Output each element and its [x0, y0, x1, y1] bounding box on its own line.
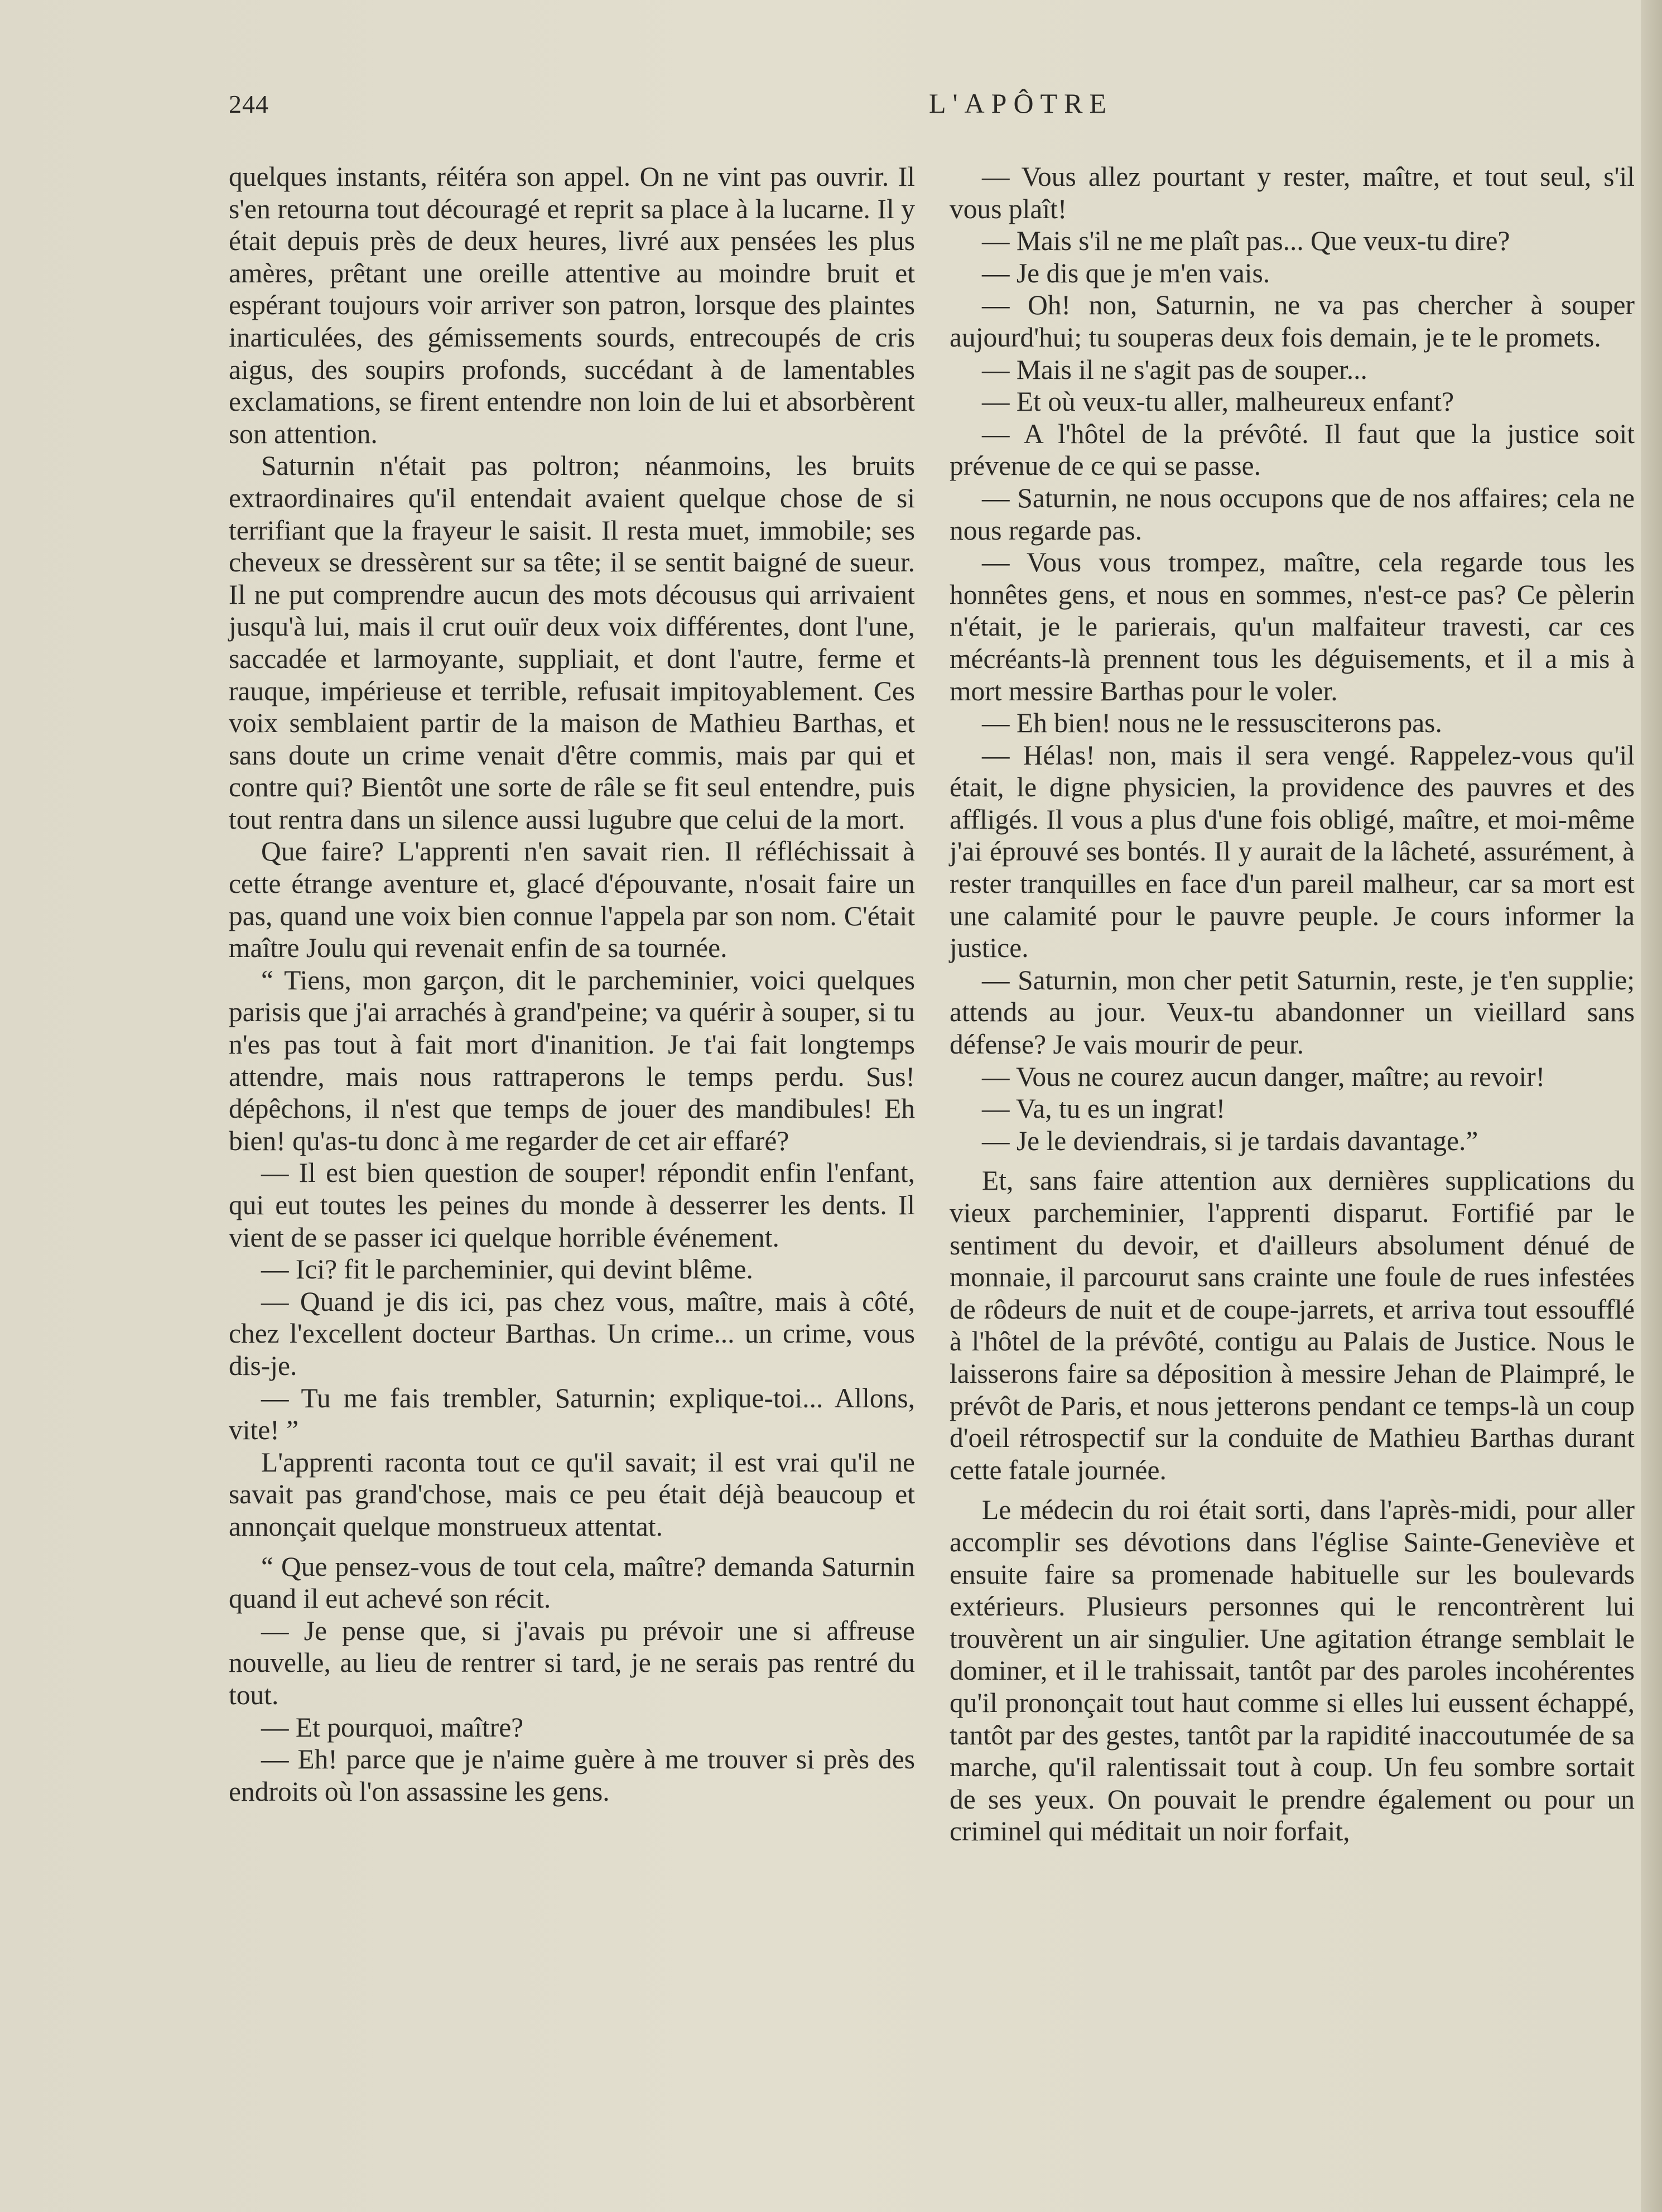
paragraph: — Je le deviendrais, si je tardais davantage.”: [982, 1125, 1478, 1156]
paragraph: — Saturnin, ne nous occupons que de nos affaires; cela ne nous regarde pas.: [950, 482, 1635, 546]
paragraph: — Je dis que je m'en vais.: [982, 257, 1270, 288]
right-column: [950, 161, 1635, 1848]
paragraph: — Je pense que, si j'avais pu prévoir une si affreuse nouvelle, au lieu de rentrer si tard, je ne serais pas rentré du tout.: [229, 1615, 915, 1710]
paragraph: Saturnin n'était pas poltron; néanmoins, les bruits extraordinaires qu'il entendait avaient quelque chose de si terrifiant que la frayeur le saisit. Il resta muet, immobile; ses cheveux se dressèrent sur sa tête; il se sentit baigné de sueur. Il ne put comprendre aucun des mots décousus qui arrivaient jusqu'à lui, mais il crut ouïr deux voix différentes, dont l'une, saccadée et larmoyante, suppliait, et dont l'autre, ferme et rauque, impérieuse et terrible, refusait impitoyablement. Ces voix semblaient partir de la maison de Mathieu Barthas, et sans doute un crime venait d'être commis, mais par qui et contre qui? Bientôt une sorte de râle se fit seul entendre, puis tout rentra dans un silence aussi lugubre que celui de la mort.: [229, 450, 915, 835]
paragraph: Que faire? L'apprenti n'en savait rien. Il réfléchissait à cette étrange aventure et, glacé d'épouvante, n'osait faire un pas, quand une voix bien connue l'appela par son nom. C'était maître Joulu qui revenait enfin de sa tournée.: [229, 836, 915, 964]
paragraph: — Ici? fit le parcheminier, qui devint blême.: [261, 1254, 753, 1285]
page-number: 244: [229, 90, 269, 118]
paragraph: “ Tiens, mon garçon, dit le parcheminier, voici quelques parisis que j'ai arrachés à grand'peine; va quérir à souper, si tu n'es pas tout à fait mort d'inanition. Je t'ai fait longtemps attendre, mais nous rattraperons le temps perdu. Sus! dépêchons, il n'est que temps de jouer des mandibules! Eh bien! qu'as-tu donc à me regarder de cet air effaré?: [229, 964, 915, 1156]
page-edge: [1641, 0, 1662, 2212]
running-title: L'APÔTRE: [928, 88, 1113, 119]
left-column: [229, 161, 915, 1807]
paragraph: Le médecin du roi était sorti, dans l'après-midi, pour aller accomplir ses dévotions dans l'église Sainte-Geneviève et ensuite faire sa promenade habituelle sur les boulevards extérieurs. Plusieurs personnes qui le rencontrèrent lui trouvèrent un air singulier. Une agitation étrange semblait le dominer, et il le trahissait, tantôt par des paroles incohérentes qu'il prononçait tout haut comme si elles lui eussent échappé, tantôt par des gestes, tantôt par la rapidité inaccoutumée de sa marche, qu'il ralentissait tout à coup. Un feu sombre sortait de ses yeux. On pouvait le prendre également ou pour un criminel qui méditait un noir forfait,: [950, 1494, 1635, 1847]
paragraph: — Et pourquoi, maître?: [261, 1711, 524, 1743]
paragraph: — Saturnin, mon cher petit Saturnin, reste, je t'en supplie; attends au jour. Veux-tu abandonner un vieillard sans défense? Je vais mourir de peur.: [950, 964, 1635, 1060]
paragraph: — Hélas! non, mais il sera vengé. Rappelez-vous qu'il était, le digne physicien, la providence des pauvres et des affligés. Il vous a plus d'une fois obligé, maître, et moi-même j'ai éprouvé ses bontés. Il y aurait de la lâcheté, assurément, à rester tranquilles en face d'un pareil malheur, car sa mort est une calamité pour le pauvre peuple. Je cours informer la justice.: [950, 739, 1635, 964]
paragraph: — Oh! non, Saturnin, ne va pas chercher à souper aujourd'hui; tu souperas deux fois demain, je te le promets.: [950, 290, 1635, 353]
paragraph: — Quand je dis ici, pas chez vous, maître, mais à côté, chez l'excellent docteur Barthas. Un crime... un crime, vous dis-je.: [229, 1286, 915, 1381]
paragraph: quelques instants, réitéra son appel. On ne vint pas ouvrir. Il s'en retourna tout découragé et reprit sa place à la lucarne. Il y était depuis près de deux heures, livré aux pensées les plus amères, prêtant une oreille attentive au moindre bruit et espérant toujours voir arriver son patron, lorsque des plaintes inarticulées, des gémissements sourds, entrecoupés de cris aigus, des soupirs profonds, succédant à de lamentables exclamations, se firent entendre non loin de lui et absorbèrent son attention.: [229, 161, 915, 449]
paragraph: — Mais il ne s'agit pas de souper...: [982, 354, 1367, 385]
paragraph: — Et où veux-tu aller, malheureux enfant?: [982, 386, 1454, 417]
paragraph: — Tu me fais trembler, Saturnin; explique-toi... Allons, vite! ”: [229, 1382, 915, 1446]
paragraph: L'apprenti raconta tout ce qu'il savait; il est vrai qu'il ne savait pas grand'chose, mais ce peu était déjà beaucoup et annonçait quelque monstrueux attentat.: [229, 1446, 915, 1542]
paragraph: — Vous ne courez aucun danger, maître; au revoir!: [982, 1061, 1545, 1092]
paragraph: — Vous vous trompez, maître, cela regarde tous les honnêtes gens, et nous en sommes, n'est-ce pas? Ce pèlerin n'était, je le parierais, qu'un malfaiteur travesti, car ces mécréants-là prennent tous les déguisements, et il a mis à mort messire Barthas pour le voler.: [950, 547, 1635, 706]
paragraph: — Eh bien! nous ne le ressusciterons pas.: [982, 708, 1442, 739]
paragraph: — A l'hôtel de la prévôté. Il faut que la justice soit prévenue de ce qui se passe.: [950, 418, 1635, 482]
paragraph: “ Que pensez-vous de tout cela, maître? demanda Saturnin quand il eut achevé son récit.: [229, 1551, 915, 1614]
paragraph: Et, sans faire attention aux dernières supplications du vieux parcheminier, l'apprenti disparut. Fortifié par le sentiment du devoir, et d'ailleurs absolument dénué de monnaie, il parcourut sans crainte une foule de rues infestées de rôdeurs de nuit et de coupe-jarrets, et arriva tout essoufflé à l'hôtel de la prévôté, contigu au Palais de Justice. Nous le laisserons faire sa déposition à messire Jehan de Plaimpré, le prévôt de Paris, et nous jetterons pendant ce temps-là un coup d'oeil rétrospectif sur la conduite de Mathieu Barthas durant cette fatale journée.: [950, 1165, 1635, 1485]
paragraph: — Va, tu es un ingrat!: [982, 1093, 1226, 1124]
page-header: [229, 89, 1635, 128]
paragraph: — Eh! parce que je n'aime guère à me trouver si près des endroits où l'on assassine les gens.: [229, 1744, 915, 1807]
paragraph: — Il est bien question de souper! répondit enfin l'enfant, qui eut toutes les peines du monde à desserrer les dents. Il vient de se passer ici quelque horrible événement.: [229, 1157, 915, 1253]
paragraph: — Mais s'il ne me plaît pas... Que veux-tu dire?: [982, 225, 1510, 257]
paragraph: — Vous allez pourtant y rester, maître, et tout seul, s'il vous plaît!: [950, 161, 1635, 224]
